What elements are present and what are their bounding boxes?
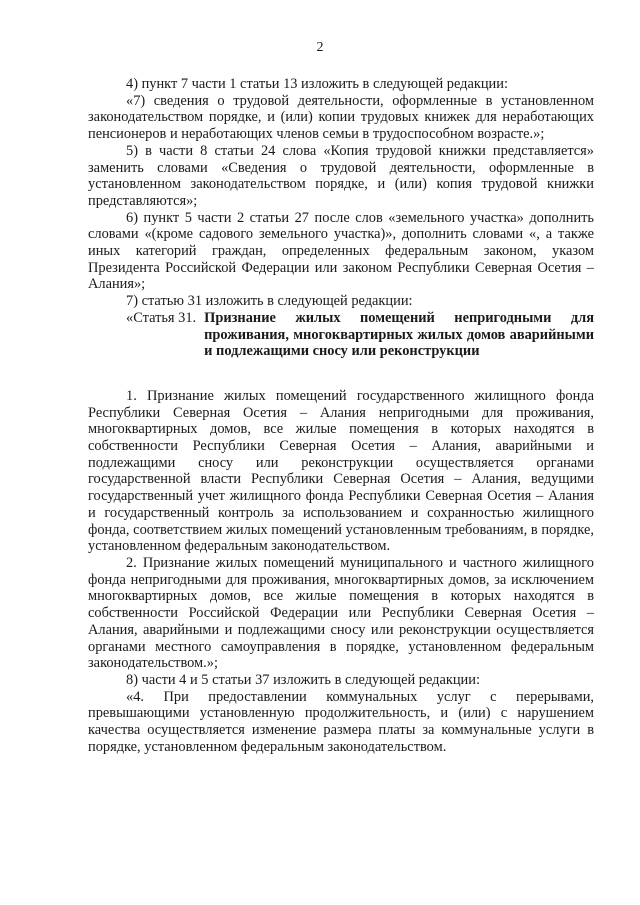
article-31-part-1: 1. Признание жилых помещений государственного жилищного фонда Республики Северная Осетия – Алания непригодными для проживания, многоквартирных домов, все жилые помещения в которых находятся в собственности Республики Северная Осетия – Алания, аварийными и подлежащими сносу или реконструкции осуществляется органами государственной власти Республики Северная Осетия – Алания, ведущими государственный учет жилищного фонда Республики Северная Осетия – Алания и государственный контроль за использованием и сохранностью жилищного фонда, соответствием жилых помещений установленным требованиям, в порядке, установленном федеральным законодательством. [88, 387, 594, 555]
document-body [88, 76, 594, 755]
article-prefix: «Статья 31. [126, 309, 197, 326]
paragraph-item-4-intro: 4) пункт 7 части 1 статьи 13 изложить в следующей редакции: [126, 76, 508, 92]
article-heading: Признание жилых помещений непригодными для проживания, многоквартирных жилых домов аварийными и подлежащими сносу или реконструкции [204, 309, 594, 360]
article-31-title [88, 310, 594, 360]
paragraph-item-5: 5) в части 8 статьи 24 слова «Копия трудовой книжки представляется» заменить словами «Сведения о трудовой деятельности, оформленные в установленном законодательством порядке, и (или) копия трудовой книжки представляются»; [88, 142, 594, 209]
paragraph-item-7-intro: 7) статью 31 изложить в следующей редакции: [126, 293, 413, 310]
paragraph-item-8-intro: 8) части 4 и 5 статьи 37 изложить в следующей редакции: [126, 671, 480, 688]
paragraph-item-6: 6) пункт 5 части 2 статьи 27 после слов «земельного участка» дополнить словами «(кроме садового земельного участка)», дополнить словами «, а также иных категорий граждан, определенных федеральным законом, указом Президента Российской Федерации или законом Республики Северная Осетия – Алания»; [88, 209, 594, 293]
section-spacer [88, 360, 594, 388]
article-37-part-4: «4. При предоставлении коммунальных услуг с перерывами, превышающими установленную продолжительность, и (или) с нарушением качества осуществляется изменение размера платы за коммунальные услуги в порядке, установленном федеральным законодательством. [88, 688, 594, 755]
paragraph-item-7-text: «7) сведения о трудовой деятельности, оформленные в установленном законодательством порядке, и (или) копии трудовых книжек для неработающих пенсионеров и неработающих членов семьи в трудоспособном возрасте.»; [88, 92, 594, 143]
article-31-part-2: 2. Признание жилых помещений муниципального и частного жилищного фонда непригодными для проживания, многоквартирных домов, за исключением многоквартирных домов, все жилые помещения в которых находятся в собственности Российской Федерации или Республики Северная Осетия – Алания, аварийными и подлежащими сносу или реконструкции осуществляется органами местного самоуправления в порядке, установленном федеральным законодательством.»; [88, 554, 594, 672]
page-number: 2 [316, 40, 324, 55]
